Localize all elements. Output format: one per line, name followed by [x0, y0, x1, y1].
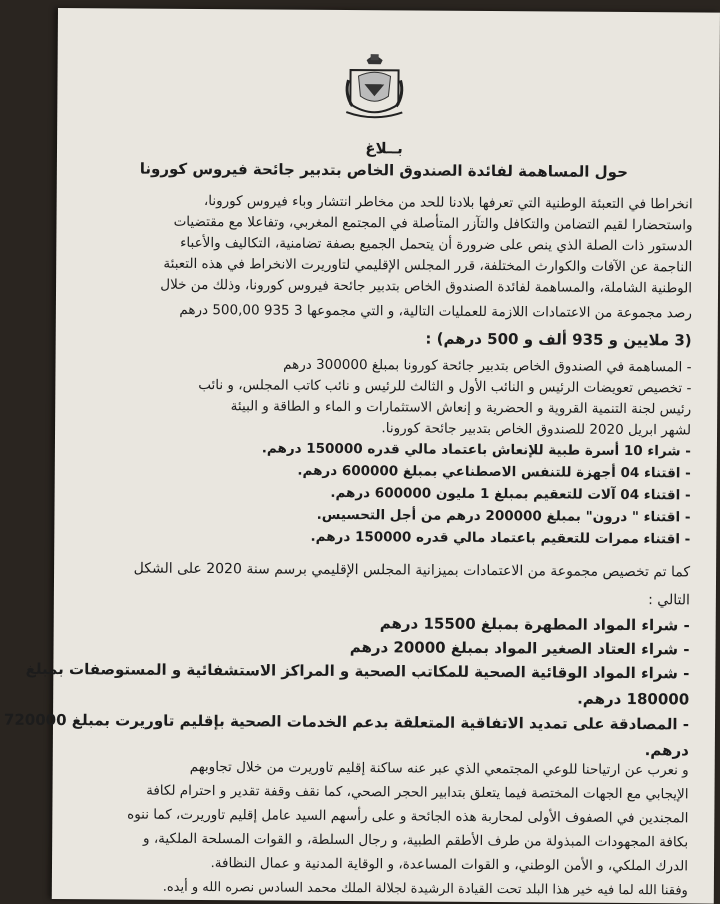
closing-line: الدرك الملكي، و الأمن الوطني، و القوات المساعدة، و الوقاية المدنية و عمال النظافة.: [210, 855, 689, 875]
list-item: - شراء العتاد الصغير المواد بمبلغ 20000 درهم: [71, 635, 689, 660]
intro-line: انخراطا في التعبئة الوطنية التي تعرفها بلادنا للحد من مخاطر انتشار وباء فيروس كورونا،: [203, 193, 693, 213]
intro-line: واستحضارا لقيم التضامن والتكافل والتآزر المتأصلة في المجتمع المغربي، وتفاعلا مع مقتضيات: [173, 213, 693, 234]
intro-line: الناجمة عن الآفات والكوارث المختلفة، قرر المجلس الإقليمي لتاوريرت الانخراط في هذه التعبئة: [163, 255, 693, 276]
closing-line: المجندين في الصفوف الأولى لمحاربة هذه الجائحة و على رأسهم السيد عامل إقليم تاوريرت، كما ننوه: [127, 806, 689, 827]
list-item: - اقتناء 04 أجهزة للتنفس الاصطناعي بمبلغ 600000 درهم.: [73, 459, 691, 484]
closing-line: وفقنا الله لما فيه خير هذا البلد تحت القيادة الرشيدة لجلالة الملك محمد السادس نصره الله و أيده.: [162, 879, 688, 899]
document-subtitle: حول المساهمة لفائدة الصندوق الخاص بتدبير جائحة فيروس كورونا: [139, 159, 628, 181]
middle-line: كما تم تخصيص مجموعة من الاعتمادات بميزانية المجلس الإقليمي برسم سنة 2020 على الشكل: [133, 560, 691, 581]
list-item-continuation: لشهر ابريل 2020 للصندوق الخاص بتدبير جائحة كورونا.: [381, 420, 692, 439]
closing-line: و نعرب عن ارتياحنا للوعي المجتمعي الذي عبر عنه ساكنة إقليم تاوريرت من خلال تجاوبهم: [189, 758, 689, 779]
intro-line: الدستور ذات الصلة الذي ينص على ضرورة أن يتحمل الجميع بصفة تضامنية، التكاليف والأعباء: [180, 234, 693, 255]
closing-line: بكافة المجهودات المبذولة من طرف الأطقم الطبية، و رجال السلطة، و القوات المسلحة الملكية، و: [142, 830, 689, 851]
list-item-continuation: 180000 درهم.: [577, 689, 690, 709]
list-item: - اقتناء " درون" بمبلغ 200000 درهم من أجل التحسيس.: [72, 503, 690, 528]
list-item-continuation: درهم.: [644, 741, 689, 760]
list-item: - المساهمة في الصندوق الخاص بتدبير جائحة كورونا بمبلغ 300000 درهم: [73, 353, 691, 378]
intro-total: (3 ملايين و 935 ألف و 500 درهم) :: [425, 329, 692, 350]
list-item: - تخصيص تعويضات الرئيس و النائب الأول و الثالث للرئيس و نائب كاتب المجلس، و نائب: [73, 374, 691, 399]
list-item: - المصادقة على تمديد الاتفاقية المتعلقة بدعم الخدمات الصحية بإقليم تاوريرت بمبلغ 720000: [71, 710, 689, 735]
middle-line: التالي :: [648, 592, 690, 609]
intro-line: الوطنية الشاملة، والمساهمة لفائدة الصندوق الخاص بتدبير جائحة فيروس كورونا، وذلك من خلال: [160, 276, 693, 297]
list-item-continuation: رئيس لجنة التنمية القروية و الحضرية و إنعاش الاستثمارات و الماء و الطاقة و البيئة: [230, 398, 692, 418]
list-item: - شراء المواد الوقائية الصحية للمكاتب الصحية و المراكز الاستشفائية و المستوصفات بمبلغ: [71, 659, 689, 684]
intro-line: رصد مجموعة من الاعتمادات اللازمة للعمليات التالية، و التي مجموعها 3 935 500,00 درهم: [179, 301, 692, 322]
list-item: - شراء 10 أسرة طبية للإنعاش باعتماد مالي قدره 150000 درهم.: [73, 437, 691, 462]
list-item: - اقتناء 04 آلات للتعقيم بمبلغ 1 مليون 600000 درهم.: [73, 481, 691, 506]
document-title: بــلاغ: [365, 139, 403, 158]
closing-line: الإيجابي مع الجهات المختصة فيما يتعلق بتدابير الحجر الصحي، كما نقف وقفة تقدير و احترام لكافة: [146, 782, 689, 803]
list-item: - شراء المواد المطهرة بمبلغ 15500 درهم: [72, 611, 690, 636]
document-page: [3, 8, 720, 904]
list-item: - اقتناء ممرات للتعقيم باعتماد مالي قدره 150000 درهم.: [72, 525, 690, 550]
coat-of-arms-icon: [344, 50, 405, 122]
